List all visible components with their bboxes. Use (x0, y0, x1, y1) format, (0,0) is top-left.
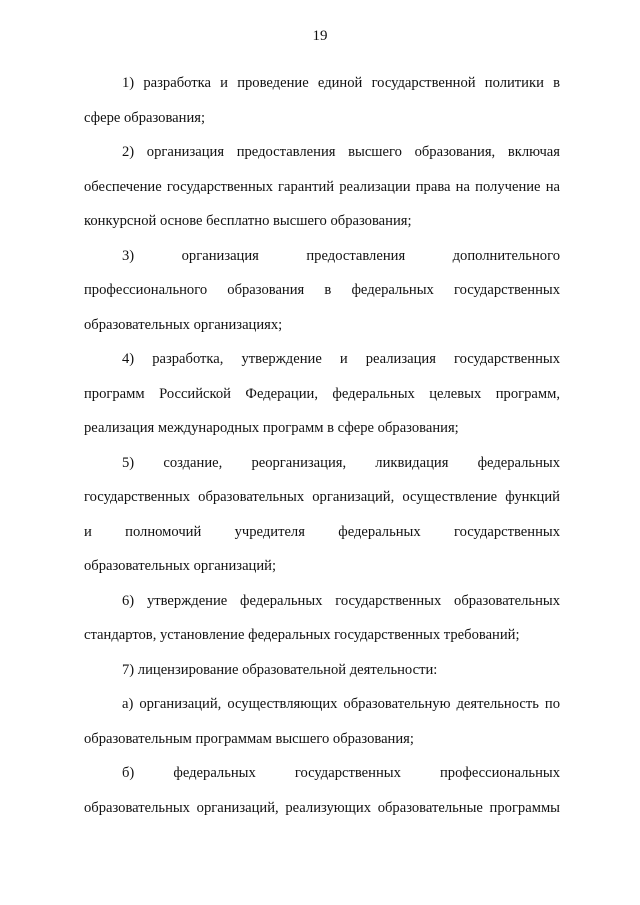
paragraph-line: образовательных организаций, реализующих образовательные программы (84, 799, 560, 816)
paragraph-line: программ Российской Федерации, федеральных целевых программ, (84, 385, 560, 402)
paragraph-line: 6) утверждение федеральных государственных образовательных (122, 592, 560, 609)
paragraph-line: б) федеральных государственных профессиональных (122, 765, 560, 781)
document-body (84, 66, 560, 825)
paragraph-line: 5) создание, реорганизация, ликвидация федеральных (122, 454, 560, 471)
paragraph-line: профессионального образования в федеральных государственных (84, 282, 560, 298)
paragraph-line: 2) организация предоставления высшего образования, включая (122, 144, 560, 160)
paragraph-4 (84, 342, 560, 446)
paragraph-line: государственных образовательных организаций, осуществление функций (84, 489, 560, 505)
paragraph-line: образовательных организаций; (84, 558, 277, 574)
paragraph-line: стандартов, установление федеральных государственных требований; (84, 627, 520, 643)
paragraph-line: конкурсной основе бесплатно высшего образования; (84, 213, 412, 229)
paragraph-line: 3) организация предоставления дополнительного (122, 247, 560, 264)
paragraph-line: и полномочий учредителя федеральных государственных (84, 523, 560, 540)
paragraph-5 (84, 446, 560, 584)
paragraph-line: образовательных организациях; (84, 316, 283, 333)
paragraph-8 (84, 687, 560, 756)
paragraph-3 (84, 239, 560, 343)
paragraph-9 (84, 756, 560, 825)
paragraph-7 (84, 653, 560, 688)
paragraph-2 (84, 135, 560, 239)
paragraph-6 (84, 584, 560, 653)
paragraph-line: 1) разработка и проведение единой государственной политики в (122, 75, 560, 91)
paragraph-line: а) организаций, осуществляющих образовательную деятельность по (122, 696, 560, 712)
paragraph-line: 4) разработка, утверждение и реализация государственных (122, 351, 560, 367)
paragraph-1 (84, 66, 560, 135)
paragraph-line: 7) лицензирование образовательной деятельности: (122, 661, 438, 678)
paragraph-line: образовательным программам высшего образования; (84, 730, 414, 747)
paragraph-line: реализация международных программ в сфере образования; (84, 420, 459, 436)
paragraph-line: обеспечение государственных гарантий реализации права на получение на (84, 178, 560, 195)
paragraph-line: сфере образования; (84, 109, 206, 126)
page-number: 19 (312, 28, 328, 44)
